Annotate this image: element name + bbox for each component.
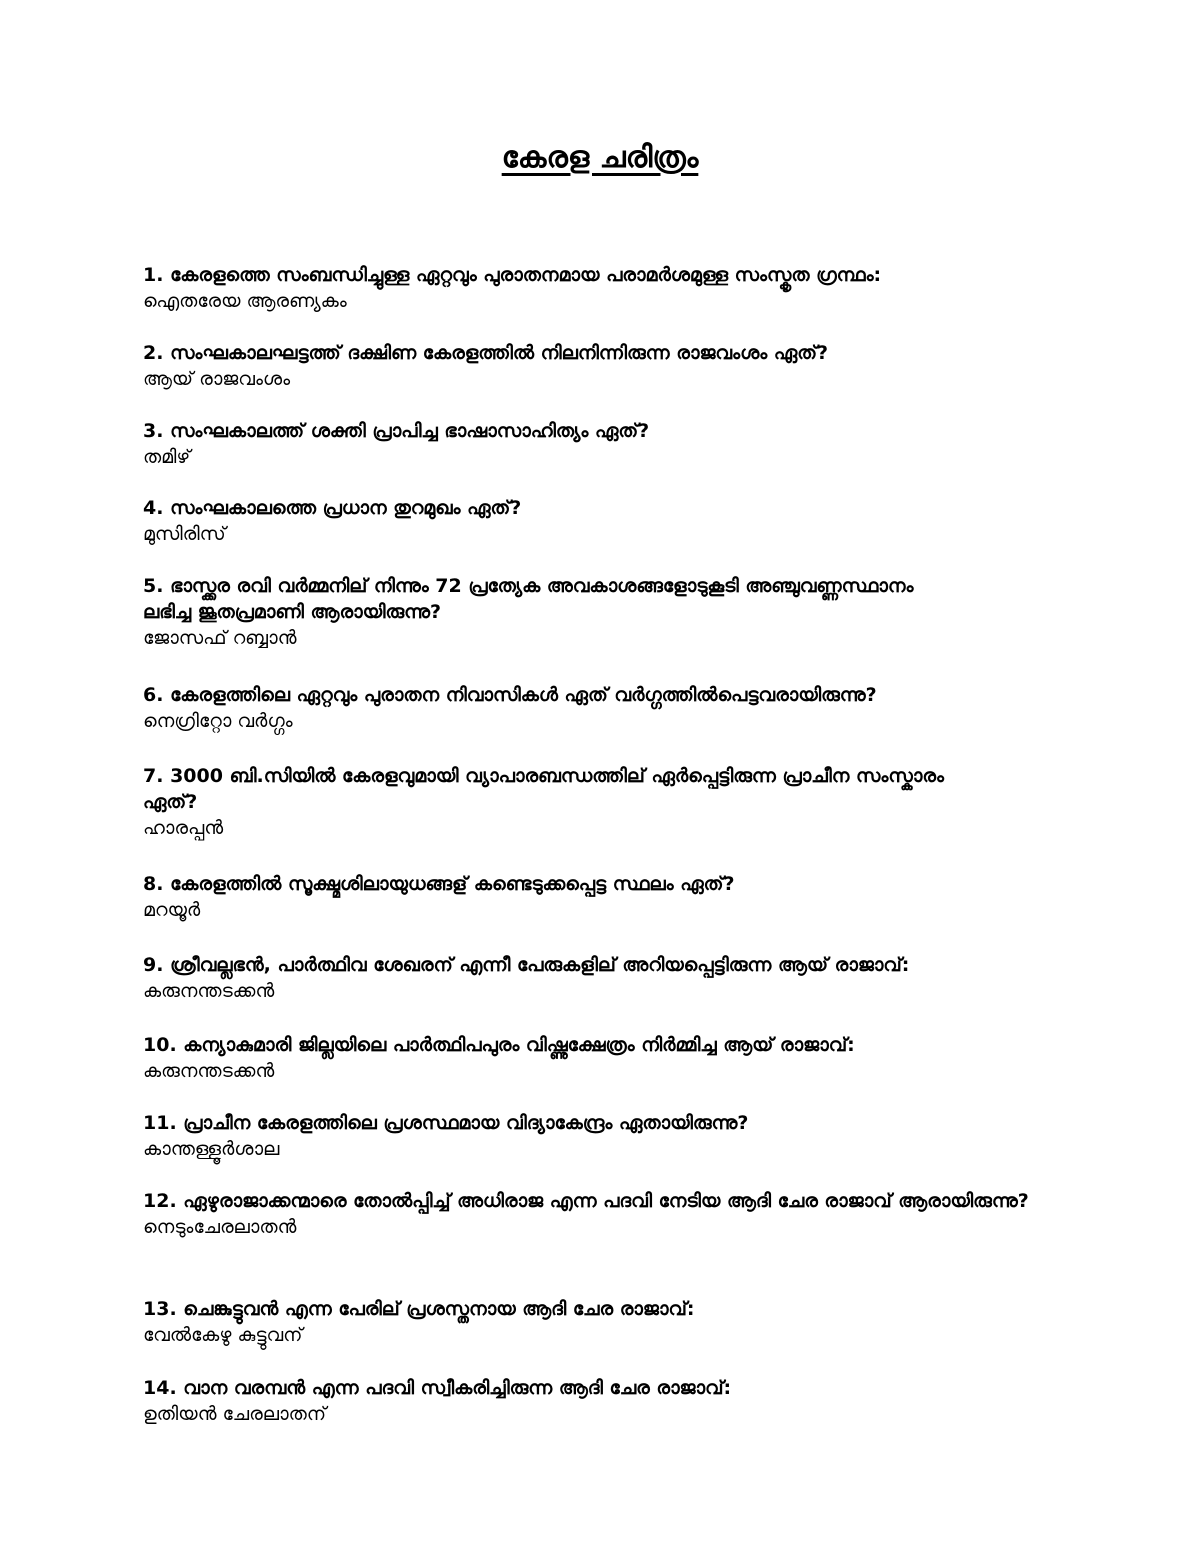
question-body: കന്യാകുമാരി ജില്ലയിലെ പാർത്ഥിപപുരം വിഷ്ണുക്ഷേത്രം നിർമ്മിച്ച ആയ് രാജാവ്: <box>183 1034 855 1056</box>
question-body: കേരളത്തിൽ സൂക്ഷ്മശിലായുധങ്ങള് കണ്ടെടുക്കപ്പെട്ട സ്ഥലം ഏത്? <box>170 873 735 895</box>
question-text <box>143 1032 1073 1058</box>
question-text <box>143 871 1073 897</box>
question-body: ഭാസ്ക്കര രവി വർമ്മനില് നിന്നും 72 പ്രത്യേക അവകാശങ്ങളോടുകൂടി അഞ്ചുവണ്ണസ്ഥാനം ലഭിച്ച ജൂതപ്രമാണി ആരായിരുന്നു? <box>143 575 914 623</box>
question-number: 4. <box>143 497 164 519</box>
question-text <box>143 262 1073 288</box>
qa-item-1 <box>143 262 1073 314</box>
question-text <box>143 418 1073 444</box>
answer-text: ഹാരപ്പൻ <box>143 817 224 839</box>
question-body: പ്രാചീന കേരളത്തിലെ പ്രശസ്ഥമായ വിദ്യാകേന്ദ്രം ഏതായിരുന്നു? <box>183 1112 749 1134</box>
answer-text: ഉതിയൻ ചേരലാതന് <box>143 1403 327 1425</box>
answer-text: വേൽകേഴു കുട്ടുവന് <box>143 1324 303 1346</box>
qa-item-6 <box>143 682 1073 734</box>
answer-text: ഐതരേയ ആരണ്യകം <box>143 290 347 312</box>
question-number: 12. <box>143 1190 177 1212</box>
answer-text: കരുനന്തടക്കൻ <box>143 1060 275 1082</box>
question-text <box>143 573 943 625</box>
question-number: 14. <box>143 1377 177 1399</box>
question-number: 5. <box>143 575 164 597</box>
question-body: ശ്രീവല്ലഭൻ, പാർത്ഥിവ ശേഖരന് എന്നീ പേരുകളില് അറിയപ്പെട്ടിരുന്ന ആയ് രാജാവ്: <box>170 954 910 976</box>
question-text <box>143 1110 1073 1136</box>
answer-text: കരുനന്തടക്കൻ <box>143 980 275 1002</box>
qa-item-13 <box>143 1296 1073 1348</box>
question-number: 6. <box>143 684 164 706</box>
question-text <box>143 952 1073 978</box>
question-body: ചെങ്കുട്ടുവൻ എന്ന പേരില് പ്രശസ്തനായ ആദി ചേര രാജാവ്: <box>183 1298 695 1320</box>
answer-text: മുസിരിസ് <box>143 523 226 545</box>
qa-item-4 <box>143 495 1073 547</box>
question-text <box>143 1375 1073 1401</box>
qa-item-8 <box>143 871 1073 923</box>
qa-item-10 <box>143 1032 1073 1084</box>
qa-item-3 <box>143 418 1073 470</box>
answer-text: ജോസഫ് റബ്ബാൻ <box>143 627 297 649</box>
question-text <box>143 682 1073 708</box>
question-number: 9. <box>143 954 164 976</box>
question-body: കേരളത്തെ സംബന്ധിച്ചുള്ള ഏറ്റവും പുരാതനമായ പരാമർശമുള്ള സംസ്കൃത ഗ്രന്ഥം: <box>170 264 882 286</box>
answer-text: നെഗ്രിറ്റോ വർഗ്ഗം <box>143 710 293 732</box>
question-text <box>143 495 1073 521</box>
question-body: 3000 ബി.സിയിൽ കേരളവുമായി വ്യാപാരബന്ധത്തില് ഏർപ്പെട്ടിരുന്ന പ്രാചീന സംസ്കാരം ഏത്? <box>143 765 944 813</box>
qa-item-7 <box>143 763 1003 841</box>
question-number: 2. <box>143 342 164 364</box>
answer-text: മറയൂർ <box>143 899 201 921</box>
question-number: 10. <box>143 1034 177 1056</box>
qa-item-12 <box>143 1188 1073 1240</box>
answer-text: തമിഴ് <box>143 446 191 468</box>
question-number: 1. <box>143 264 164 286</box>
answer-text: കാന്തള്ളൂർശാല <box>143 1138 280 1160</box>
qa-item-11 <box>143 1110 1073 1162</box>
question-text <box>143 1188 1073 1214</box>
question-body: സംഘകാലഘട്ടത്ത് ദക്ഷിണ കേരളത്തിൽ നിലനിന്നിരുന്ന രാജവംശം ഏത്? <box>170 342 829 364</box>
question-body: ഏഴുരാജാക്കന്മാരെ തോൽപ്പിച്ച് അധിരാജ എന്ന പദവി നേടിയ ആദി ചേര രാജാവ് ആരായിരുന്നു? <box>183 1190 1029 1212</box>
page-title: കേരള ചരിത്രം <box>501 140 699 175</box>
answer-text: ആയ് രാജവംശം <box>143 368 291 390</box>
question-number: 8. <box>143 873 164 895</box>
question-text <box>143 1296 1073 1322</box>
qa-item-9 <box>143 952 1073 1004</box>
question-body: കേരളത്തിലെ ഏറ്റവും പുരാതന നിവാസികൾ ഏത് വർഗ്ഗത്തിൽപെട്ടവരായിരുന്നു? <box>170 684 877 706</box>
question-number: 7. <box>143 765 164 787</box>
question-text <box>143 763 1003 815</box>
question-text <box>143 340 1073 366</box>
answer-text: നെടുംചേരലാതൻ <box>143 1216 297 1238</box>
qa-item-5 <box>143 573 943 651</box>
question-body: വാന വരമ്പൻ എന്ന പദവി സ്വീകരിച്ചിരുന്ന ആദി ചേര രാജാവ്: <box>183 1377 732 1399</box>
question-number: 13. <box>143 1298 177 1320</box>
question-body: സംഘകാലത്ത് ശക്തി പ്രാപിച്ച ഭാഷാസാഹിത്യം ഏത്? <box>170 420 650 442</box>
qa-item-14 <box>143 1375 1073 1427</box>
question-body: സംഘകാലത്തെ പ്രധാന തുറമുഖം ഏത്? <box>170 497 522 519</box>
qa-item-2 <box>143 340 1073 392</box>
question-number: 3. <box>143 420 164 442</box>
question-number: 11. <box>143 1112 177 1134</box>
